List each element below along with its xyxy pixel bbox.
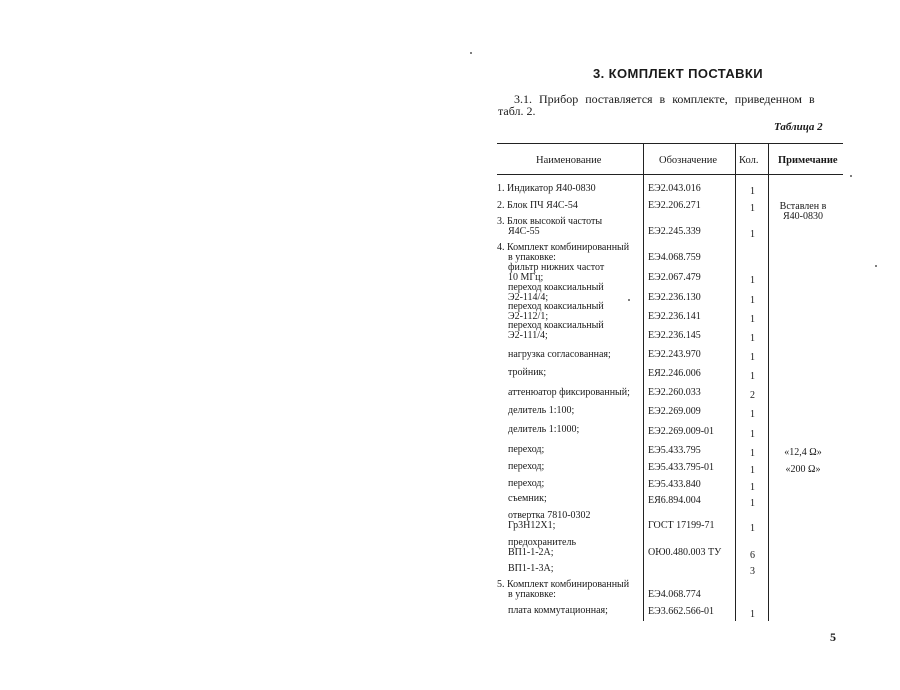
row-name: плата коммутационная;: [508, 605, 608, 616]
row-note: «12,4 Ω»: [784, 447, 822, 458]
row-name: фильтр нижних частот: [508, 262, 605, 273]
scan-speck: [628, 299, 630, 301]
row-code: ЕЭ5.433.840: [648, 479, 701, 490]
row-name: съемник;: [508, 493, 547, 504]
row-name: переход;: [508, 444, 545, 455]
row-code: ЕЭ2.269.009: [648, 406, 701, 417]
column-divider-2: [735, 143, 736, 621]
row-code: ЕЭ2.260.033: [648, 387, 701, 398]
row-name: тройник;: [508, 367, 547, 378]
row-name-cont: Э2-114/4;: [508, 292, 549, 303]
scan-speck: [875, 265, 877, 267]
scan-speck: [470, 52, 472, 54]
row-qty: 1: [750, 371, 755, 382]
row-note-text: Вставлен в Я40-0830: [779, 201, 827, 222]
row-name-cont: Гр3Н12Х1;: [508, 520, 556, 531]
row-qty: 1: [750, 409, 755, 420]
row-code: ЕЯ6.894.004: [648, 495, 701, 506]
row-code: ОЮ0.480.003 ТУ: [648, 547, 722, 558]
row-qty: 1: [750, 275, 755, 286]
row-name: 4. Комплект комбинированный: [497, 242, 630, 253]
row-name-cont: Э2-112/1;: [508, 311, 549, 322]
row-code: ЕЭ2.245.339: [648, 226, 701, 237]
row-code: ЕЭ3.662.566-01: [648, 606, 715, 617]
intro-text-line-2: табл. 2.: [498, 104, 536, 118]
row-name-cont: в упаковке:: [508, 589, 556, 600]
row-qty: 1: [750, 295, 755, 306]
row-name: переход коаксиальный: [508, 301, 604, 312]
row-note: [766, 202, 840, 222]
table-top-rule: [497, 143, 843, 144]
row-qty: 1: [750, 229, 755, 240]
row-qty: 1: [750, 314, 755, 325]
table-caption: Таблица 2: [774, 121, 823, 133]
row-qty: 1: [750, 609, 755, 620]
row-name: переход коаксиальный: [508, 320, 604, 331]
row-qty: 6: [750, 550, 755, 561]
table-header-rule: [497, 174, 843, 175]
row-qty: 2: [750, 390, 755, 401]
column-header-note: Примечание: [778, 155, 838, 166]
row-name: переход;: [508, 461, 545, 472]
row-name-cont: ВП1-1-2А;: [508, 547, 554, 558]
row-code: ГОСТ 17199-71: [648, 520, 715, 531]
row-qty: 1: [750, 523, 755, 534]
column-header-name: Наименование: [536, 155, 602, 166]
row-qty: 1: [750, 448, 755, 459]
row-code: ЕЭ5.433.795-01: [648, 462, 715, 473]
row-qty: 3: [750, 566, 755, 577]
row-code: ЕЭ2.243.970: [648, 349, 701, 360]
row-name-cont: Я4С-55: [508, 226, 540, 237]
column-divider-1: [643, 143, 644, 621]
row-name: 2. Блок ПЧ Я4С-54: [497, 200, 578, 211]
row-note: «200 Ω»: [785, 464, 821, 475]
row-name: предохранитель: [508, 537, 576, 548]
row-name: переход коаксиальный: [508, 282, 604, 293]
row-code: ЕЭ5.433.795: [648, 445, 701, 456]
row-name: нагрузка согласованная;: [508, 349, 611, 360]
row-qty: 1: [750, 352, 755, 363]
section-heading: 3. КОМПЛЕКТ ПОСТАВКИ: [593, 66, 763, 81]
row-qty: 1: [750, 429, 755, 440]
row-qty: 1: [750, 465, 755, 476]
row-code: ЕЭ2.236.141: [648, 311, 701, 322]
page-number: 5: [830, 630, 836, 644]
row-name: ВП1-1-3А;: [508, 563, 554, 574]
row-code: ЕЭ2.269.009-01: [648, 426, 715, 437]
row-qty: 1: [750, 186, 755, 197]
intro-text-line-1: 3.1. Прибор поставляется в комплекте, приведенном в: [514, 92, 815, 106]
row-code: ЕЭ4.068.774: [648, 589, 701, 600]
row-name: аттенюатор фиксированный;: [508, 387, 630, 398]
column-header-code: Обозначение: [659, 155, 718, 166]
row-name-cont: Э2-111/4;: [508, 330, 548, 341]
row-name: делитель 1:1000;: [508, 424, 580, 435]
row-code: ЕЭ2.206.271: [648, 200, 701, 211]
row-name: переход;: [508, 478, 545, 489]
row-name: 3. Блок высокой частоты: [497, 216, 603, 227]
row-qty: 1: [750, 333, 755, 344]
row-code: ЕЭ4.068.759: [648, 252, 701, 263]
row-code: ЕЭ2.236.145: [648, 330, 701, 341]
row-code: ЕЭ2.236.130: [648, 292, 701, 303]
row-qty: 1: [750, 203, 755, 214]
scan-speck: [850, 175, 852, 177]
row-code: ЕЯ2.246.006: [648, 368, 701, 379]
row-qty: 1: [750, 498, 755, 509]
row-code: ЕЭ2.043.016: [648, 183, 701, 194]
column-header-qty: Кол.: [739, 155, 759, 166]
row-code: ЕЭ2.067.479: [648, 272, 701, 283]
row-name-cont: в упаковке:: [508, 252, 556, 263]
row-qty: 1: [750, 482, 755, 493]
row-name-cont: 10 МГц;: [508, 272, 544, 283]
row-name: 1. Индикатор Я40-0830: [497, 183, 596, 194]
row-name: отвертка 7810-0302: [508, 510, 591, 521]
row-name: делитель 1:100;: [508, 405, 575, 416]
row-name: 5. Комплект комбинированный: [497, 579, 630, 590]
